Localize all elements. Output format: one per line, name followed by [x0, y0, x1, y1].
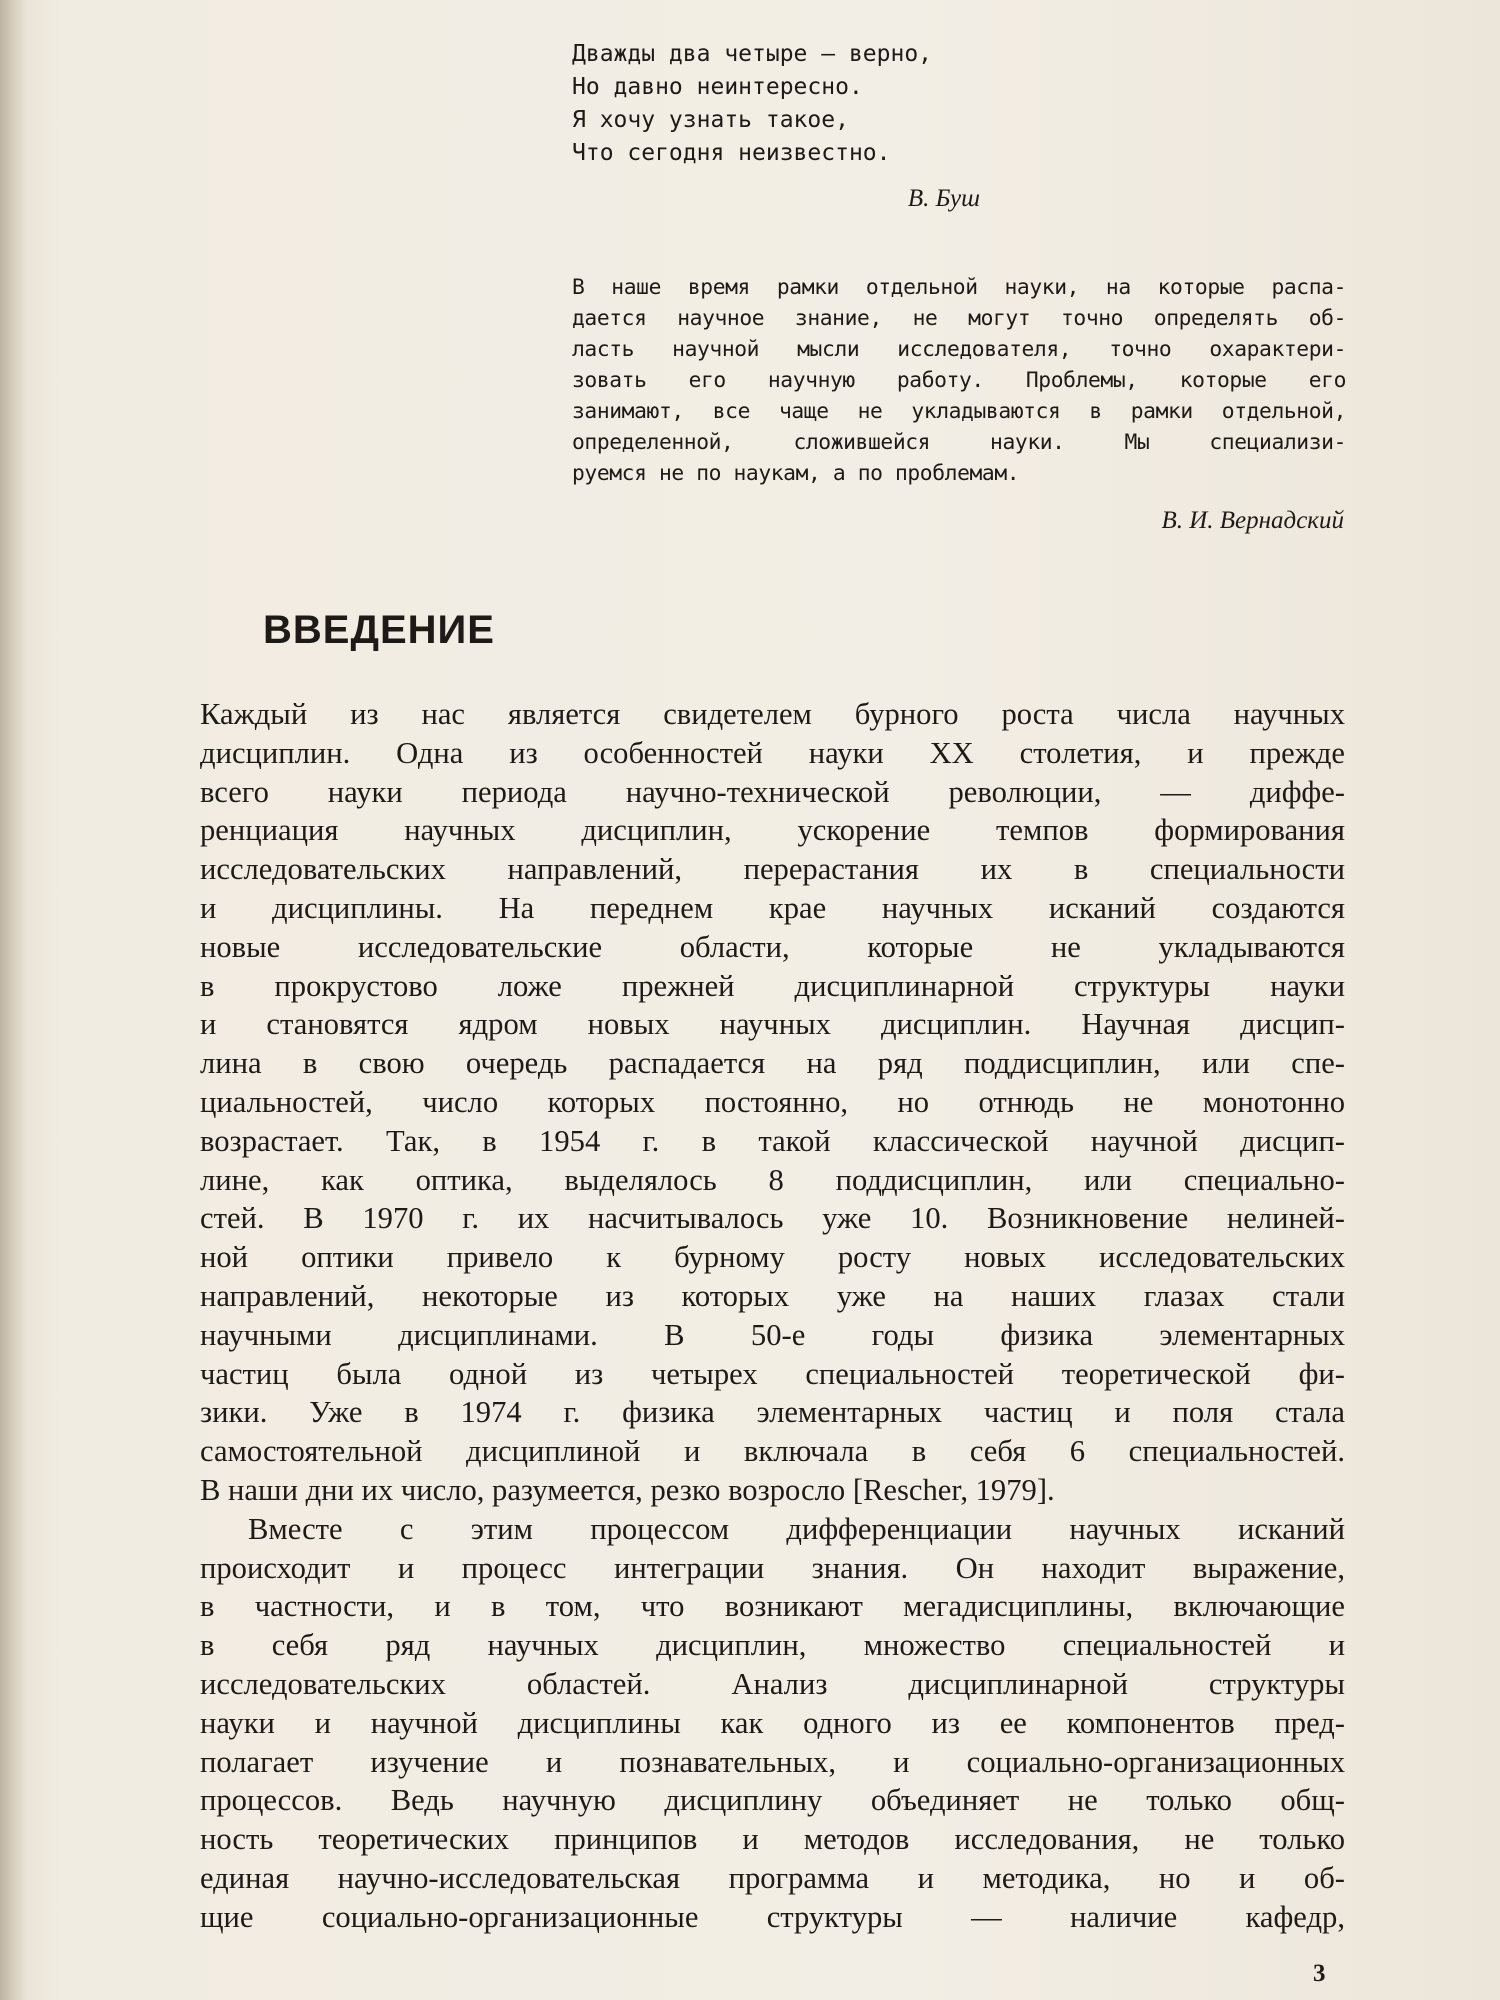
text-line: Каждый из нас является свидетелем бурного роста числа научных: [200, 697, 1345, 731]
text-line: самостоятельной дисциплиной и включала в себя 6 специальностей.: [200, 1434, 1345, 1469]
text-line: в себя ряд научных дисциплин, множество специальностей и: [200, 1628, 1345, 1663]
epigraph-author-bush: В. Буш: [907, 185, 980, 212]
epigraph-line: Что сегодня неизвестно.: [572, 140, 891, 166]
epigraph-line: В наше время рамки отдельной науки, на которые распа-: [572, 275, 1346, 300]
text-line: и становятся ядром новых научных дисциплин. Научная дисцип-: [200, 1007, 1345, 1042]
text-line: лине, как оптика, выделялось 8 поддисциплин, или специально-: [200, 1162, 1345, 1197]
text-line: возрастает. Так, в 1954 г. в такой классической научной дисцип-: [200, 1123, 1345, 1158]
epigraph-line: занимают, все чаще не укладываются в рамки отдельной,: [572, 399, 1346, 424]
text-line: направлений, некоторые из которых уже на наших глазах стали: [200, 1278, 1345, 1313]
epigraph-line: дается научное знание, не могут точно определять об-: [572, 306, 1346, 331]
text-line: ность теоретических принципов и методов исследования, не только: [200, 1822, 1345, 1857]
text-line: и дисциплины. На переднем крае научных исканий создаются: [200, 890, 1345, 925]
epigraph-vernadsky: [572, 272, 1346, 536]
text-line: Вместе с этим процессом дифференциации научных исканий: [248, 1511, 1345, 1546]
epigraph-line: руемся не по наукам, а по проблемам.: [572, 461, 1020, 486]
text-line: зики. Уже в 1974 г. физика элементарных частиц и поля стала: [200, 1395, 1345, 1430]
text-line: В наши дни их число, разумеется, резко возросло [Rescher, 1979].: [200, 1472, 1055, 1507]
text-line: исследовательских областей. Анализ дисциплинарной структуры: [200, 1666, 1345, 1701]
text-line: полагает изучение и познавательных, и социально-организационных: [200, 1744, 1345, 1779]
epigraph-line: ласть научной мысли исследователя, точно охарактери-: [572, 337, 1346, 362]
text-line: научными дисциплинами. В 50-е годы физика элементарных: [200, 1317, 1345, 1352]
text-line: лина в свою очередь распадается на ряд поддисциплин, или спе-: [200, 1046, 1345, 1081]
epigraph-bush: [572, 38, 1042, 215]
text-line: единая научно-исследовательская программа и методика, но и об-: [200, 1860, 1345, 1895]
epigraph-line: определенной, сложившейся науки. Мы специализи-: [572, 430, 1346, 455]
epigraph-author-vernadsky: В. И. Вернадский: [1161, 507, 1344, 534]
epigraph-line: Но давно неинтересно.: [572, 74, 863, 100]
text-line: ной оптики привело к бурному росту новых исследовательских: [200, 1240, 1345, 1275]
text-line: исследовательских направлений, перерастания их в специальности: [200, 852, 1345, 887]
text-line: в частности, и в том, что возникают мегадисциплины, включающие: [200, 1589, 1345, 1624]
text-line: науки и научной дисциплины как одного из ее компонентов пред-: [200, 1705, 1345, 1740]
text-line: новые исследовательские области, которые не укладываются: [200, 929, 1345, 964]
text-line: циальностей, число которых постоянно, но отнюдь не монотонно: [200, 1084, 1345, 1119]
text-line: всего науки периода научно-технической революции, — диффе-: [200, 774, 1345, 809]
text-line: дисциплин. Одна из особенностей науки XX столетия, и прежде: [200, 735, 1345, 770]
book-gutter-shadow: [0, 0, 26, 2000]
epigraph-line: Я хочу узнать такое,: [572, 107, 849, 133]
text-line: процессов. Ведь научную дисциплину объединяет не только общ-: [200, 1783, 1345, 1818]
text-line: в прокрустово ложе прежней дисциплинарной структуры науки: [200, 968, 1345, 1003]
text-line: ренциация научных дисциплин, ускорение темпов формирования: [200, 813, 1345, 848]
epigraph-line: зовать его научную работу. Проблемы, которые его: [572, 368, 1346, 393]
text-line: происходит и процесс интеграции знания. Он находит выражение,: [200, 1550, 1345, 1585]
text-line: частиц была одной из четырех специальностей теоретической фи-: [200, 1356, 1345, 1391]
body-text: [200, 695, 1345, 1937]
section-heading: ВВЕДЕНИЕ: [263, 608, 495, 652]
text-line: щие социально-организационные структуры — наличие кафедр,: [200, 1899, 1345, 1934]
epigraph-line: Дважды два четыре — верно,: [572, 41, 933, 67]
page-number: 3: [1313, 1960, 1326, 1987]
text-line: стей. В 1970 г. их насчитывалось уже 10. Возникновение нелиней-: [200, 1201, 1345, 1236]
